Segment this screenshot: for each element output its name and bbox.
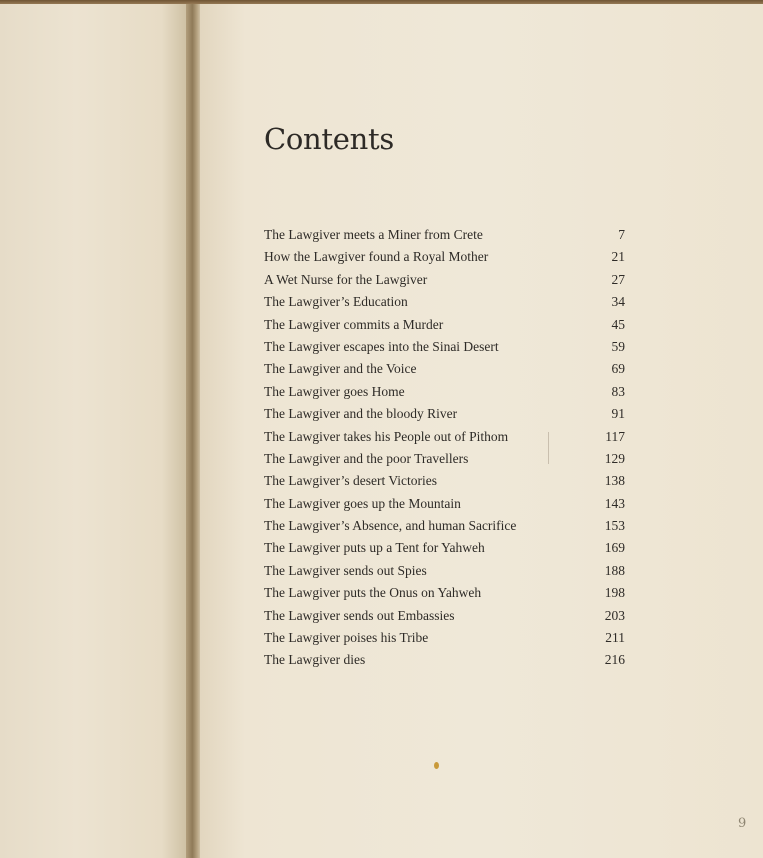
toc-entry-title: The Lawgiver goes Home [264,383,405,399]
toc-entry [264,473,625,495]
toc-entry [264,518,625,540]
page-title: Contents [264,122,394,156]
toc-entry-page: 138 [604,473,625,489]
toc-entry-title: How the Lawgiver found a Royal Mother [264,249,489,265]
toc-entry [264,227,625,249]
toc-entry-page: 27 [611,271,625,287]
toc-entry-title: The Lawgiver sends out Spies [264,562,427,578]
toc-entry-page: 216 [604,652,625,668]
toc-entry-page: 83 [611,383,625,399]
toc-entry [264,406,625,428]
toc-entry-page: 45 [611,316,625,332]
toc-entry [264,429,625,451]
toc-entry-title: The Lawgiver’s desert Victories [264,473,438,489]
toc-entry-page: 21 [611,249,625,265]
toc-entry-page: 198 [604,585,625,601]
toc-entry-page: 188 [604,562,625,578]
toc-entry-page: 169 [604,540,625,556]
toc-entry [264,317,625,339]
toc-entry [264,496,625,518]
toc-entry-title: The Lawgiver’s Education [264,294,408,310]
toc-entry-title: The Lawgiver and the Voice [264,361,417,377]
paper-fleck [434,762,439,769]
toc-entry [264,249,625,271]
toc-entry-page: 117 [605,428,625,444]
toc-entry-title: The Lawgiver goes up the Mountain [264,495,461,511]
toc-entry-title: The Lawgiver puts the Onus on Yahweh [264,585,482,601]
toc-entry [264,608,625,630]
toc-entry [264,585,625,607]
toc-entry [264,652,625,674]
toc-entry-page: 129 [604,450,625,466]
toc-entry [264,451,625,473]
toc-entry-title: The Lawgiver dies [264,652,366,668]
corner-mark: 9 [738,816,747,831]
left-page [0,4,190,858]
toc-entry-page: 211 [605,630,625,646]
toc-entry-title: The Lawgiver takes his People out of Pithom [264,428,509,444]
toc-entry [264,540,625,562]
toc-entry [264,384,625,406]
toc-entry-title: The Lawgiver puts up a Tent for Yahweh [264,540,485,556]
toc-entry-page: 143 [604,495,625,511]
pencil-mark [548,432,549,464]
toc-entry-page: 7 [618,227,625,242]
toc-entry-page: 203 [604,607,625,623]
toc-entry [264,272,625,294]
toc-entry-page: 69 [611,361,625,377]
toc-entry [264,563,625,585]
toc-entry-title: The Lawgiver sends out Embassies [264,607,455,623]
toc-entry-title: The Lawgiver and the poor Travellers [264,450,469,466]
toc-entry [264,339,625,361]
toc-entry-page: 91 [611,406,625,422]
toc-entry-title: The Lawgiver and the bloody River [264,406,458,422]
toc-entry [264,361,625,383]
toc-entry [264,294,625,316]
toc-entry-title: The Lawgiver meets a Miner from Crete [264,227,483,242]
toc-entry-title: The Lawgiver escapes into the Sinai Desert [264,338,499,354]
toc-entry-title: A Wet Nurse for the Lawgiver [264,271,428,287]
toc-entry-title: The Lawgiver’s Absence, and human Sacrifice [264,518,517,534]
toc-entry-page: 153 [604,518,625,534]
toc-entry [264,630,625,652]
toc-entry-page: 59 [611,338,625,354]
toc-entry-page: 34 [611,294,625,310]
toc-entry-title: The Lawgiver poises his Tribe [264,630,429,646]
toc-entry-title: The Lawgiver commits a Murder [264,316,444,332]
table-of-contents [264,227,625,675]
